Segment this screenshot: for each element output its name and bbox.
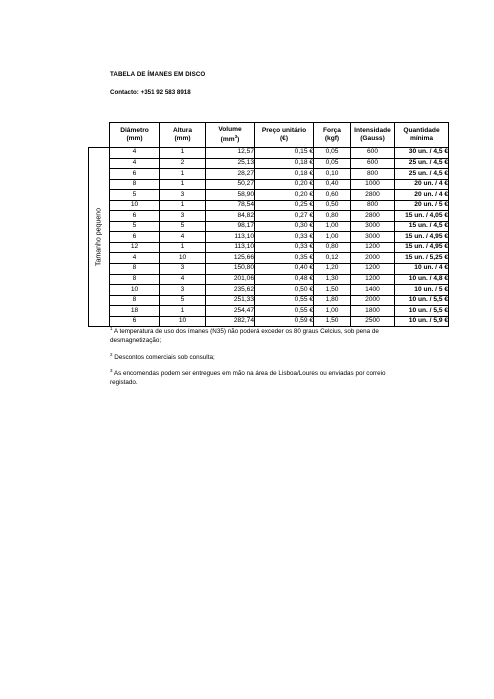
- cell-min-quantity: 10 un. / 5,5 €: [395, 295, 449, 306]
- cell-diameter: 8: [110, 179, 160, 190]
- cell-height: 3: [160, 211, 206, 222]
- cell-unit-price: 0,20 €: [255, 190, 314, 201]
- table-header-row: [89, 123, 449, 148]
- cell-volume: 12,57: [206, 148, 255, 159]
- table-row: [89, 190, 449, 201]
- size-group-label: Tamanho pequeno: [95, 208, 103, 267]
- cell-intensity: 1200: [351, 264, 395, 275]
- contact-line: Contacto: +351 92 583 8918: [110, 89, 191, 96]
- cell-force: 0,60: [314, 190, 351, 201]
- cell-diameter: 5: [110, 221, 160, 232]
- cell-force: 0,40: [314, 179, 351, 190]
- table-row: [89, 295, 449, 306]
- footnote-2: $^2$ Descontos comerciais sob consulta;: [110, 351, 215, 361]
- cell-volume: 125,66: [206, 253, 255, 264]
- cell-height: 2: [160, 158, 206, 169]
- cell-intensity: 1400: [351, 285, 395, 296]
- cell-volume: 113,10: [206, 232, 255, 243]
- table-row: [89, 179, 449, 190]
- cell-height: 3: [160, 264, 206, 275]
- cell-min-quantity: 20 un. / 4 €: [395, 190, 449, 201]
- cell-unit-price: 0,18 €: [255, 169, 314, 180]
- cell-volume: 50,27: [206, 179, 255, 190]
- table-row: [89, 264, 449, 275]
- cell-diameter: 8: [110, 274, 160, 285]
- cell-unit-price: 0,30 €: [255, 221, 314, 232]
- cell-force: 1,20: [314, 264, 351, 275]
- cell-force: 1,00: [314, 306, 351, 317]
- cell-height: 1: [160, 306, 206, 317]
- table-row: [89, 242, 449, 253]
- cell-diameter: 10: [110, 200, 160, 211]
- table-row: [89, 158, 449, 169]
- cell-intensity: 600: [351, 148, 395, 159]
- cell-min-quantity: 25 un. / 4,5 €: [395, 169, 449, 180]
- cell-intensity: 2800: [351, 190, 395, 201]
- cell-force: 0,05: [314, 158, 351, 169]
- cell-height: 3: [160, 190, 206, 201]
- cell-unit-price: 0,20 €: [255, 179, 314, 190]
- document-title: TABELA DE ÍMANES EM DISCO: [110, 71, 206, 78]
- cell-intensity: 2800: [351, 211, 395, 222]
- cell-force: 0,50: [314, 200, 351, 211]
- col-header-force: Força (kgf): [314, 123, 351, 148]
- cell-diameter: 4: [110, 148, 160, 159]
- cell-min-quantity: 10 un. / 4 €: [395, 264, 449, 275]
- cell-unit-price: 0,55 €: [255, 306, 314, 317]
- cell-height: 10: [160, 253, 206, 264]
- table-row: [89, 274, 449, 285]
- cell-height: 10: [160, 316, 206, 327]
- cell-min-quantity: 10 un. / 5 €: [395, 285, 449, 296]
- cell-intensity: 2000: [351, 295, 395, 306]
- cell-min-quantity: 10 un. / 5,5 €: [395, 306, 449, 317]
- cell-volume: 25,13: [206, 158, 255, 169]
- cell-height: 1: [160, 169, 206, 180]
- cell-unit-price: 0,40 €: [255, 264, 314, 275]
- table-row: [89, 211, 449, 222]
- cell-volume: 113,10: [206, 242, 255, 253]
- cell-unit-price: 0,33 €: [255, 242, 314, 253]
- cell-height: 5: [160, 221, 206, 232]
- cell-volume: 28,27: [206, 169, 255, 180]
- table-row: [89, 253, 449, 264]
- cell-diameter: 12: [110, 242, 160, 253]
- magnet-table: [88, 122, 449, 327]
- cell-force: 1,80: [314, 295, 351, 306]
- cell-diameter: 4: [110, 253, 160, 264]
- cell-volume: 98,17: [206, 221, 255, 232]
- cell-diameter: 6: [110, 316, 160, 327]
- cell-unit-price: 0,27 €: [255, 211, 314, 222]
- cell-diameter: 4: [110, 158, 160, 169]
- cell-diameter: 6: [110, 211, 160, 222]
- cell-height: 1: [160, 242, 206, 253]
- cell-unit-price: 0,55 €: [255, 295, 314, 306]
- footnotes: [110, 324, 395, 391]
- cell-min-quantity: 20 un. / 4 €: [395, 179, 449, 190]
- table-row: [89, 200, 449, 211]
- cell-force: 1,30: [314, 274, 351, 285]
- cell-volume: 235,62: [206, 285, 255, 296]
- cell-volume: 58,90: [206, 190, 255, 201]
- table-row: [89, 148, 449, 159]
- cell-diameter: 10: [110, 285, 160, 296]
- cell-volume: 84,82: [206, 211, 255, 222]
- cell-min-quantity: 20 un. / 5 €: [395, 200, 449, 211]
- size-group-cell: [89, 148, 110, 327]
- col-header-height: Altura (mm): [160, 123, 206, 148]
- cell-unit-price: 0,35 €: [255, 253, 314, 264]
- cell-unit-price: 0,15 €: [255, 148, 314, 159]
- cell-min-quantity: 10 un. / 5,9 €: [395, 316, 449, 327]
- cell-volume: 201,06: [206, 274, 255, 285]
- cell-unit-price: 0,25 €: [255, 200, 314, 211]
- cell-force: 0,12: [314, 253, 351, 264]
- cell-intensity: 800: [351, 200, 395, 211]
- cell-intensity: 1800: [351, 306, 395, 317]
- cell-force: 0,80: [314, 242, 351, 253]
- cell-height: 4: [160, 274, 206, 285]
- cell-height: 3: [160, 285, 206, 296]
- header-corner: [89, 123, 110, 148]
- cell-diameter: 6: [110, 169, 160, 180]
- cell-height: 1: [160, 179, 206, 190]
- cell-unit-price: 0,48 €: [255, 274, 314, 285]
- col-header-unit-price: Preço unitário (€): [255, 123, 314, 148]
- table-row: [89, 285, 449, 296]
- cell-intensity: 1000: [351, 179, 395, 190]
- table-row: [89, 232, 449, 243]
- cell-force: 1,00: [314, 221, 351, 232]
- cell-force: 0,80: [314, 211, 351, 222]
- cell-volume: 150,80: [206, 264, 255, 275]
- cell-unit-price: 0,18 €: [255, 158, 314, 169]
- cell-unit-price: 0,33 €: [255, 232, 314, 243]
- cell-min-quantity: 15 un. / 4,5 €: [395, 221, 449, 232]
- col-header-volume: Volume $(mm^3)$: [206, 123, 255, 148]
- cell-min-quantity: 10 un. / 4,8 €: [395, 274, 449, 285]
- cell-min-quantity: 15 un. / 5,25 €: [395, 253, 449, 264]
- col-header-intensity: Intensidade (Gauss): [351, 123, 395, 148]
- cell-intensity: 2000: [351, 253, 395, 264]
- table-row: [89, 221, 449, 232]
- cell-height: 5: [160, 295, 206, 306]
- col-header-diameter: Diâmetro (mm): [110, 123, 160, 148]
- cell-intensity: 1200: [351, 242, 395, 253]
- table-body: [89, 148, 449, 327]
- footnote-1: $^1$ A temperatura de uso dos ímanes (N35) não poderá exceder os 80 graus Celcius, sob pena de desmagnetização;: [110, 326, 379, 345]
- cell-unit-price: 0,59 €: [255, 316, 314, 327]
- table-row: [89, 306, 449, 317]
- cell-intensity: 3000: [351, 221, 395, 232]
- cell-volume: 282,74: [206, 316, 255, 327]
- cell-diameter: 18: [110, 306, 160, 317]
- cell-force: 0,05: [314, 148, 351, 159]
- footnote-3: $^3$ As encomendas podem ser entregues em mão na área de Lisboa/Loures ou enviadas por correio registado.: [110, 367, 386, 387]
- cell-diameter: 5: [110, 190, 160, 201]
- cell-min-quantity: 15 un. / 4,95 €: [395, 242, 449, 253]
- cell-volume: 78,54: [206, 200, 255, 211]
- cell-min-quantity: 15 un. / 4,05 €: [395, 211, 449, 222]
- cell-intensity: 800: [351, 169, 395, 180]
- cell-intensity: 600: [351, 158, 395, 169]
- cell-force: 1,50: [314, 316, 351, 327]
- table-row: [89, 169, 449, 180]
- cell-volume: 254,47: [206, 306, 255, 317]
- cell-diameter: 6: [110, 232, 160, 243]
- cell-intensity: 3000: [351, 232, 395, 243]
- cell-unit-price: 0,50 €: [255, 285, 314, 296]
- cell-min-quantity: 15 un. / 4,95 €: [395, 232, 449, 243]
- cell-height: 1: [160, 148, 206, 159]
- cell-force: 0,10: [314, 169, 351, 180]
- cell-diameter: 8: [110, 295, 160, 306]
- cell-force: 1,50: [314, 285, 351, 296]
- cell-height: 4: [160, 232, 206, 243]
- cell-intensity: 1200: [351, 274, 395, 285]
- cell-min-quantity: 25 un. / 4,5 €: [395, 158, 449, 169]
- cell-min-quantity: 30 un. / 4,5 €: [395, 148, 449, 159]
- cell-diameter: 8: [110, 264, 160, 275]
- cell-height: 1: [160, 200, 206, 211]
- cell-intensity: 2500: [351, 316, 395, 327]
- cell-volume: 251,33: [206, 295, 255, 306]
- cell-force: 1,00: [314, 232, 351, 243]
- col-header-min-quantity: Quantidade mínima: [395, 123, 449, 148]
